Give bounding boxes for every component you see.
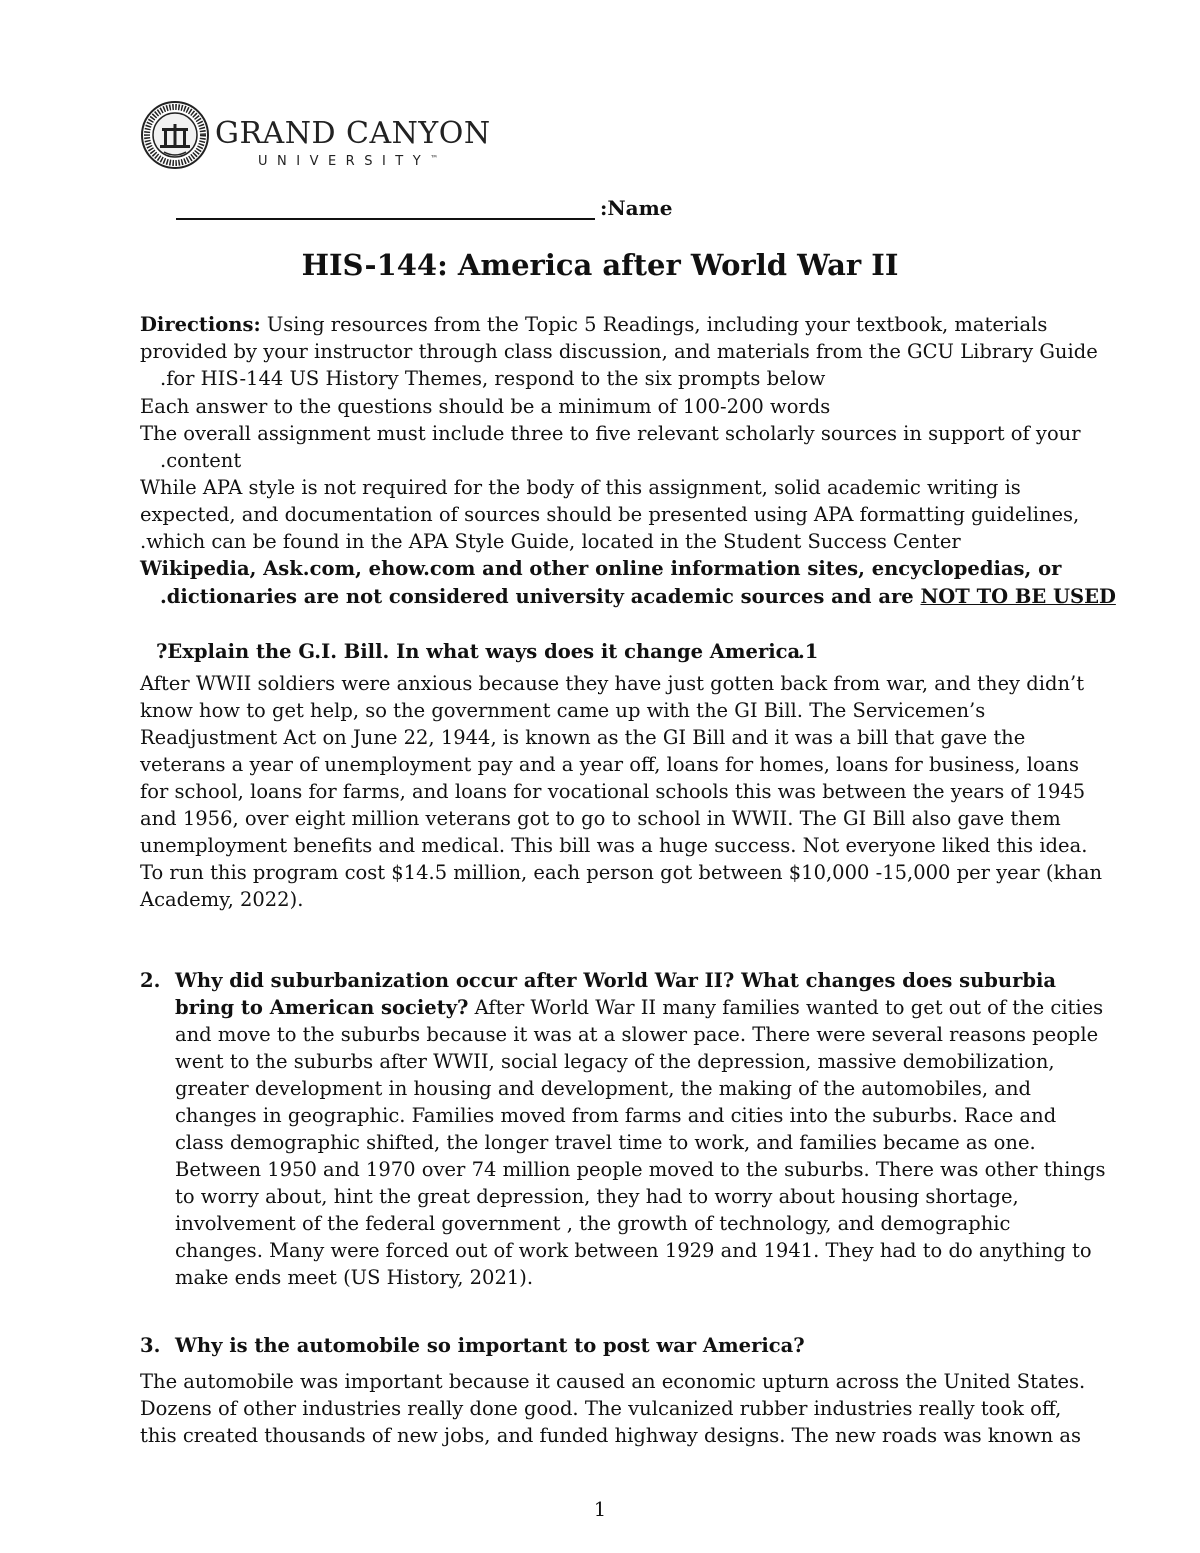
name-underline	[176, 218, 595, 220]
directions-line-3: .for HIS-144 US History Themes, respond to the six prompts below	[160, 367, 826, 390]
logo-subtitle-text: UNIVERSITY	[258, 154, 431, 169]
answer-2-line: class demographic shifted, the longer travel time to work, and families became as one.	[175, 1131, 1036, 1154]
answer-3-line: this created thousands of new jobs, and funded highway designs. The new roads was known as	[140, 1424, 1082, 1447]
answer-2-line: involvement of the federal government , the growth of technology, and demographic	[175, 1212, 1011, 1235]
question-3-text: Why is the automobile so important to post war America?	[175, 1334, 805, 1357]
answer-2-line: to worry about, hint the great depression, they had to worry about housing shortage,	[175, 1185, 1019, 1208]
directions-label: Directions:	[140, 313, 261, 336]
answer-3-line: Dozens of other industries really done good. The vulcanized rubber industries really took off,	[140, 1397, 1062, 1420]
directions-warning-1: Wikipedia, Ask.com, ehow.com and other online information sites, encyclopedias, or	[140, 557, 1062, 580]
answer-1-line: for school, loans for farms, and loans for vocational schools this was between the years of 1945	[140, 780, 1086, 803]
directions-line-6: .content	[160, 449, 242, 472]
question-1-number: .1	[798, 640, 819, 663]
university-logo	[140, 100, 491, 170]
logo-wordmark: GRAND CANYON	[215, 116, 491, 151]
answer-1-line: veterans a year of unemployment pay and a year off, loans for homes, loans for business, loans	[140, 753, 1079, 776]
answer-2-line: and move to the suburbs because it was at a slower pace. There were several reasons people	[175, 1023, 1099, 1046]
page-number: 1	[593, 1498, 607, 1521]
directions-line-2: provided by your instructor through class discussion, and materials from the GCU Library Guide	[140, 340, 1098, 363]
directions-line-5: The overall assignment must include three to five relevant scholarly sources in support of your	[140, 422, 1081, 445]
directions-warning-text: .dictionaries are not considered university academic sources and are	[160, 585, 921, 608]
question-2-number: 2.	[140, 969, 161, 992]
question-3-number: 3.	[140, 1334, 161, 1357]
answer-2-start: After World War II many families wanted to get out of the cities	[468, 996, 1104, 1019]
answer-1-line: and 1956, over eight million veterans got to go to school in WWII. The GI Bill also gave them	[140, 807, 1061, 830]
answer-3-line: The automobile was important because it caused an economic upturn across the United States.	[140, 1370, 1086, 1393]
university-seal-icon	[140, 100, 210, 170]
question-2-text-2: bring to American society?	[175, 996, 469, 1019]
answer-2-line: Between 1950 and 1970 over 74 million people moved to the suburbs. There was other things	[175, 1158, 1106, 1181]
answer-2-line: changes. Many were forced out of work between 1929 and 1941. They had to do anything to	[175, 1239, 1092, 1262]
answer-2-line: greater development in housing and development, the making of the automobiles, and	[175, 1077, 1031, 1100]
answer-2-line: went to the suburbs after WWII, social legacy of the depression, massive demobilization,	[175, 1050, 1055, 1073]
question-2-text-1: Why did suburbanization occur after World War II? What changes does suburbia	[175, 969, 1057, 992]
directions-line-8: expected, and documentation of sources should be presented using APA formatting guidelines,	[140, 503, 1080, 526]
question-2-line-2	[175, 994, 1103, 1021]
answer-1-line: know how to get help, so the government came up with the GI Bill. The Servicemen’s	[140, 699, 986, 722]
answer-1-line: Readjustment Act on June 22, 1944, is known as the GI Bill and it was a bill that gave the	[140, 726, 1026, 749]
directions-warning-2	[160, 583, 1116, 610]
name-label: :Name	[600, 196, 673, 220]
page-title: HIS-144: America after World War II	[301, 248, 899, 282]
answer-1-line: To run this program cost $14.5 million, each person got between $10,000 -15,000 per year (khan	[140, 861, 1103, 884]
trademark-mark: ™	[430, 154, 439, 163]
answer-2-line: make ends meet (US History, 2021).	[175, 1266, 534, 1289]
directions-line-7: While APA style is not required for the body of this assignment, solid academic writing is	[140, 476, 1021, 499]
not-to-be-used-text: NOT TO BE USED	[920, 585, 1116, 608]
directions-line-9: .which can be found in the APA Style Guide, located in the Student Success Center	[140, 530, 961, 553]
directions-text-1: Using resources from the Topic 5 Readings, including your textbook, materials	[260, 313, 1048, 336]
question-1-text: ?Explain the G.I. Bill. In what ways does it change America	[156, 640, 801, 663]
answer-1-line: Academy, 2022).	[140, 888, 304, 911]
logo-subtitle	[258, 154, 438, 169]
directions-line-4: Each answer to the questions should be a minimum of 100-200 words	[140, 395, 831, 418]
directions-line-1	[140, 311, 1047, 338]
answer-1-line: After WWII soldiers were anxious because they have just gotten back from war, and they didn’t	[140, 672, 1085, 695]
answer-2-line: changes in geographic. Families moved from farms and cities into the suburbs. Race and	[175, 1104, 1057, 1127]
answer-1-line: unemployment benefits and medical. This bill was a huge success. Not everyone liked this idea.	[140, 834, 1088, 857]
